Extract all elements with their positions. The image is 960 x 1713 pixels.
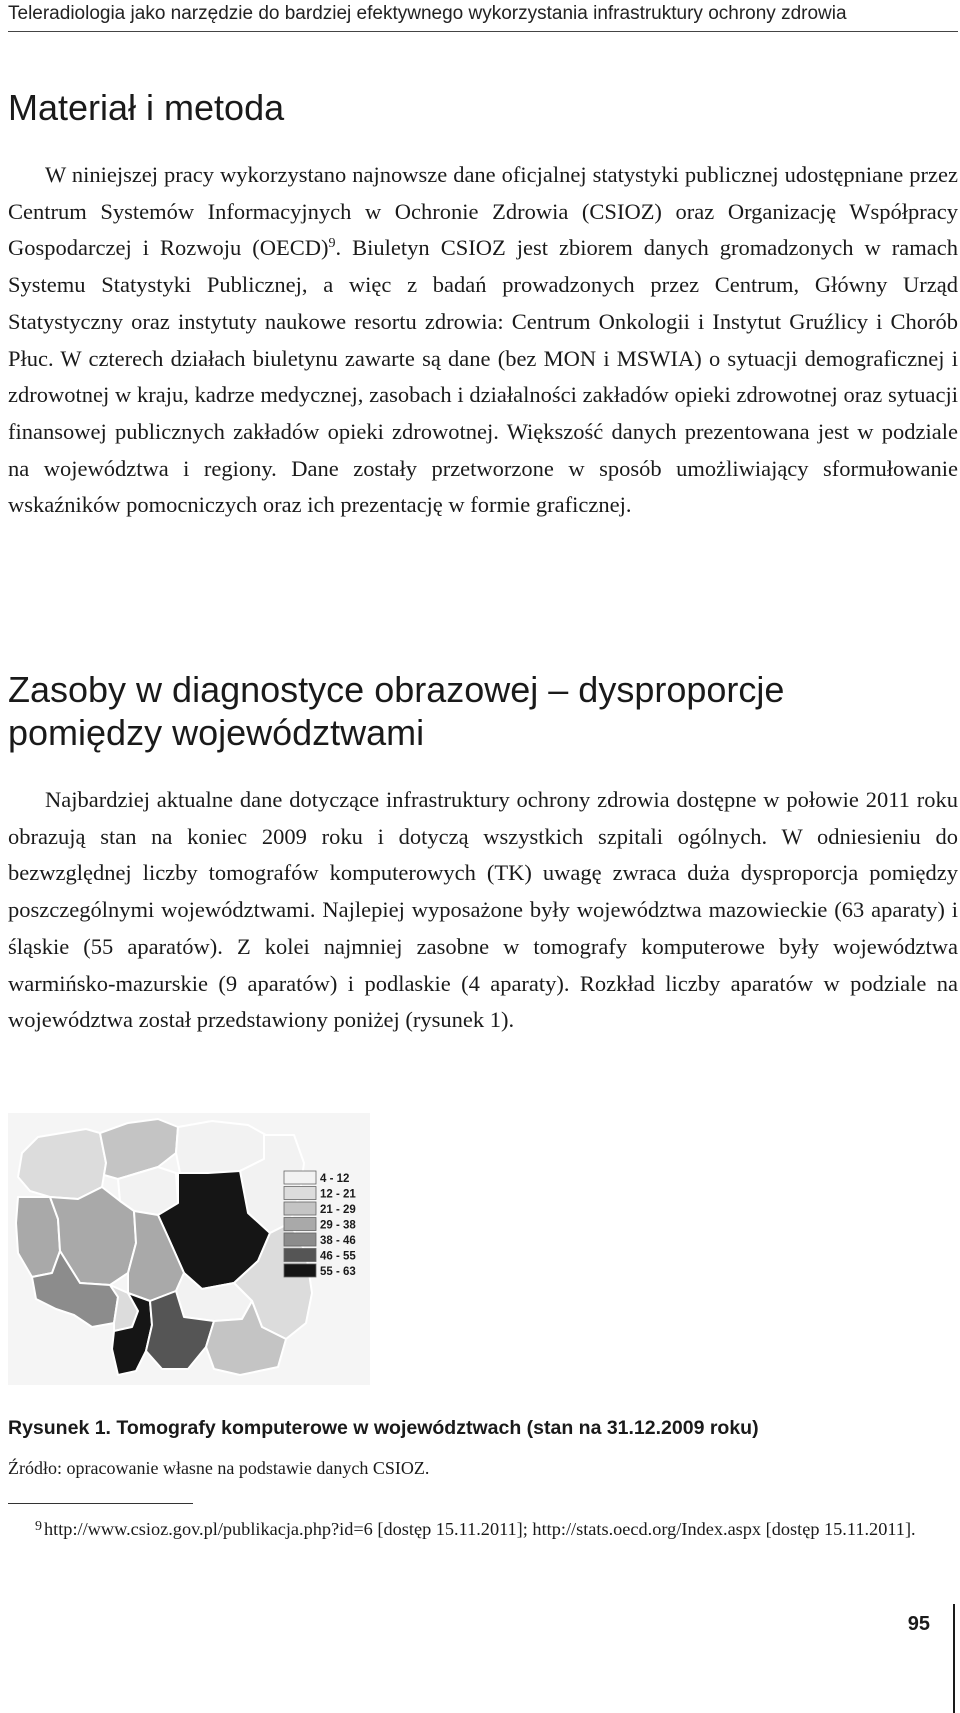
page-number: 95: [907, 1613, 930, 1635]
legend-swatch: [284, 1187, 316, 1200]
section-heading-zasoby: Zasoby w diagnostyce obrazowej – dysproporcje pomiędzy województwami: [8, 669, 785, 753]
legend-label: 4 - 12: [320, 1173, 350, 1185]
legend-label: 29 - 38: [320, 1219, 356, 1232]
legend-swatch: [284, 1249, 316, 1262]
header-rule: [8, 31, 958, 32]
footnote-rule: [8, 1503, 193, 1504]
section-heading-material: Materiał i metoda: [8, 87, 285, 128]
figure-caption: Rysunek 1. Tomografy komputerowe w województwach (stan na 31.12.2009 roku): [8, 1417, 759, 1439]
paragraph-material-text-cont: . Biuletyn CSIOZ jest zbiorem danych gromadzonych w ramach Systemu Statystyki Publicznej, a więc z badań prowadzonych przez Centrum, Główny Urząd Statystyczny oraz instytuty naukowe resortu zdrowia: Centrum Onkologii i Instytut Gruźlicy i Chorób Płuc. W czterech działach biuletynu zawarte są dane (bez MON i MSWIA) o sytuacji demograficznej i zdrowotnej w kraju, kadrze medycznej, zasobach i działalności zakładów opieki zdrowotnej oraz sytuacji finansowej publicznych zakładów opieki zdrowotnej. Większość danych prezentowana jest w podziale na województwa i regiony. Dane zostały przetworzone w sposób umożliwiający sformułowanie wskaźników pomocniczych oraz ich prezentację w formie graficznej.: [8, 235, 958, 518]
region-zachodniopomorskie: [18, 1129, 106, 1199]
footnote-ref[interactable]: 9: [328, 236, 336, 252]
footnote: 9 http://www.csioz.gov.pl/publikacja.php?id=6 [dostęp 15.11.2011]; http://stats.oecd.org/Index.aspx [dostęp 15.11.2011].: [35, 1519, 916, 1539]
poland-map: [8, 1113, 370, 1385]
paragraph-material: [8, 157, 958, 524]
legend-label: 55 - 63: [320, 1266, 356, 1278]
legend-label: 46 - 55: [320, 1250, 356, 1263]
footnote-text[interactable]: http://www.csioz.gov.pl/publikacja.php?id=6 [dostęp 15.11.2011]; http://stats.oecd.org/Index.aspx [dostęp 15.11.2011].: [44, 1519, 916, 1539]
page-edge-bar: [953, 1604, 955, 1713]
running-head: Teleradiologia jako narzędzie do bardziej efektywnego wykorzystania infrastruktury ochrony zdrowia: [8, 3, 847, 24]
legend-swatch: [284, 1264, 316, 1277]
legend-swatch: [284, 1218, 316, 1231]
paragraph-material-text: W niniejszej pracy wykorzystano najnowsze dane oficjalnej statystyki publicznej udostępniane przez Centrum Systemów Informacyjnych w Ochronie Zdrowia (CSIOZ) oraz Organizację Współpracy Gospodarczej i Rozwoju (OECD): [8, 162, 958, 261]
legend-label: 38 - 46: [320, 1235, 356, 1247]
figure-source: Źródło: opracowanie własne na podstawie danych CSIOZ.: [8, 1458, 430, 1478]
paragraph-zasoby: [8, 782, 958, 1039]
poland-ct-map-figure: [8, 1113, 370, 1385]
legend-label: 12 - 21: [320, 1188, 356, 1201]
paragraph-zasoby-text: Najbardziej aktualne dane dotyczące infrastruktury ochrony zdrowia dostępne w połowie 2011 roku obrazują stan na koniec 2009 roku i dotyczą wszystkich szpitali ogólnych. W odniesieniu do bezwzględnej liczby tomografów komputerowych (TK) uwagę zwraca duża dysproporcja pomiędzy poszczególnymi województwami. Najlepiej wyposażone były województwa mazowieckie (63 aparaty) i śląskie (55 aparatów). Z kolei najmniej zasobne w tomografy komputerowe były województwa warmińsko-mazurskie (9 aparatów) i podlaskie (4 aparaty). Rozkład liczby aparatów w podziale na województwa został przedstawiony poniżej (rysunek 1).: [8, 787, 958, 1033]
legend-swatch: [284, 1202, 316, 1215]
legend-swatch: [284, 1233, 316, 1246]
legend-swatch: [284, 1171, 316, 1184]
legend-label: 21 - 29: [320, 1204, 356, 1216]
